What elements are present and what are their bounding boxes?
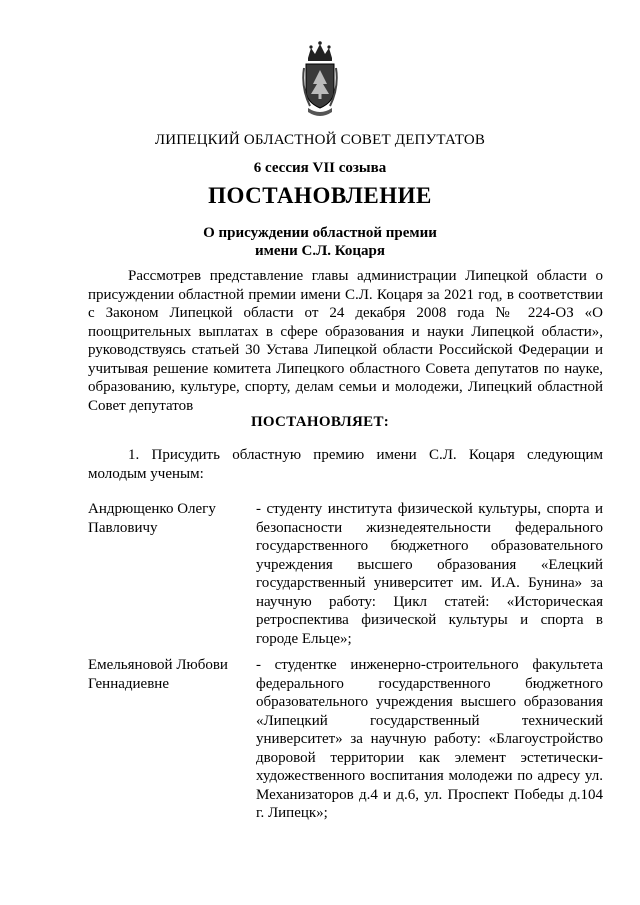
document-type: ПОСТАНОВЛЕНИЕ	[208, 183, 432, 208]
subject-line-2: имени С.Л. Коцаря	[254, 243, 386, 259]
session-line: 6 сессия VII созыва	[253, 160, 387, 176]
preamble	[88, 267, 603, 415]
document-subject	[0, 224, 640, 260]
awardee-name: Емельяновой Любови Геннадиевне	[88, 657, 228, 692]
awardee-name: Андрющенко Олегу Павловичу	[88, 501, 216, 536]
preamble-text: Рассмотрев представление главы администрации Липецкой области о присуждении областной премии имени С.Л. Коцаря за 2021 год, в соответствии с Законом Липецкой области от 24 декабря 2008 года № 224-ОЗ «О поощрительных выплатах в сфере образования и науки Липецкой области», руководствуясь статьей 30 Устава Липецкой области Российской Федерации и учитывая решение комитета Липецкого областного Совета депутатов по науке, образованию, культуре, спорту, делам семьи и молодежи, Липецкий областной Совет депутатов	[88, 268, 603, 414]
awardee-description: - студентке инженерно-строительного факультета федерального государственного бюджетного образовательного учреждения высшего образования «Липецкий государственный технический университет» за научную работу: «Благоустройство дворовой территории как элемент эстетически-художественного воспитания молодежи по адресу ул. Механизаторов д.4 и д.6, ул. Проспект Победы д.104 г. Липецк»;	[256, 657, 603, 821]
subject-line-1: О присуждении областной премии	[203, 225, 437, 241]
resolution-item-1: 1. Присудить областную премию имени С.Л. Коцаря следующим молодым ученым:	[88, 447, 603, 482]
lipetsk-coat-of-arms-icon	[300, 40, 340, 120]
awardee-description: - студенту института физической культуры, спорта и безопасности жизнедеятельности федерального государственного бюджетного образовательного учреждения высшего образования «Елецкий государственный университет им. И.А. Бунина» за научную работу: Цикл статей: «Историческая ретроспектива физической культуры и спорта в городе Ельце»;	[256, 501, 603, 647]
organization-name: ЛИПЕЦКИЙ ОБЛАСТНОЙ СОВЕТ ДЕПУТАТОВ	[154, 132, 486, 148]
decision-heading: ПОСТАНОВЛЯЕТ:	[250, 414, 390, 430]
